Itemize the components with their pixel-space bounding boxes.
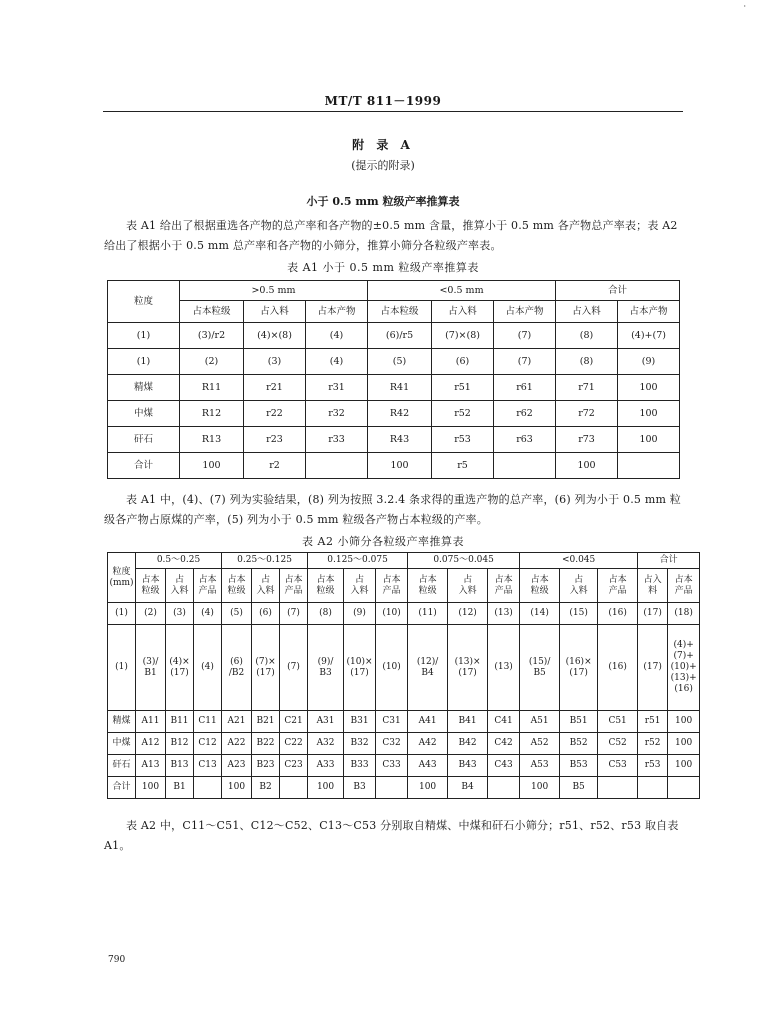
table-row <box>108 401 680 427</box>
table-cell: (3)/ B1 <box>136 625 166 711</box>
table-cell: (5) <box>222 603 252 625</box>
table-cell: r31 <box>306 375 368 401</box>
table-cell: (7)× (17) <box>252 625 280 711</box>
table2-subheader: 占 入料 <box>166 569 194 603</box>
table-cell: (7) <box>280 603 308 625</box>
row-label: (1) <box>108 349 180 375</box>
table-cell: (4) <box>306 323 368 349</box>
table-cell: (17) <box>638 625 668 711</box>
table-cell: (8) <box>308 603 344 625</box>
table-cell: B5 <box>560 777 598 799</box>
row-label: (1) <box>108 603 136 625</box>
table-cell: 100 <box>618 375 680 401</box>
table-row <box>108 755 700 777</box>
table-cell: (12)/ B4 <box>408 625 448 711</box>
table-row-numbers <box>108 603 700 625</box>
explanation-paragraph: 表 A1 中，(4)、(7) 列为实验结果，(8) 列为按照 3.2.4 条求得的重选产物的总产率，(6) 列为小于 0.5 mm 粒级各产物占原煤的产率，(5) 列为小于 0.5 mm 粒级各产物占本粒级的产率。 <box>104 493 681 526</box>
table-cell: 100 <box>668 733 700 755</box>
table-cell: r23 <box>244 427 306 453</box>
table-cell: (16) <box>598 603 638 625</box>
table-cell: 100 <box>136 777 166 799</box>
table-cell: A41 <box>408 711 448 733</box>
table2-subheader: 占本 产品 <box>488 569 520 603</box>
table-cell: (13) <box>488 625 520 711</box>
page-number: 790 <box>108 955 126 965</box>
table-cell <box>280 777 308 799</box>
table2-subheader: 占 入料 <box>344 569 376 603</box>
table-cell: (10) <box>376 625 408 711</box>
table2-corner: 粒度 (mm) <box>108 553 136 603</box>
table-cell: R13 <box>180 427 244 453</box>
row-label: 矸石 <box>108 755 136 777</box>
table-cell: B52 <box>560 733 598 755</box>
table2-group-header: 0.5～0.25 <box>136 553 222 569</box>
table-cell <box>638 777 668 799</box>
table2-group-header: <0.045 <box>520 553 638 569</box>
table2-subheader: 占本 粒级 <box>520 569 560 603</box>
table-cell: (7)×(8) <box>432 323 494 349</box>
table-cell: C11 <box>194 711 222 733</box>
table-cell: (9) <box>344 603 376 625</box>
table-cell: C21 <box>280 711 308 733</box>
appendix-subtitle: (提示的附录) <box>351 159 415 172</box>
table-cell: C51 <box>598 711 638 733</box>
table2-subheader: 占 入料 <box>448 569 488 603</box>
intro-paragraph: 表 A1 给出了根据重选各产物的总产率和各产物的±0.5 mm 含量，推算小于 0.5 mm 各产物总产率表；表 A2 给出了根据小于 0.5 mm 总产率和各产物的小筛分，推算小筛分各粒级产率表。 <box>104 219 678 252</box>
table-cell: (17) <box>638 603 668 625</box>
table-cell <box>488 777 520 799</box>
table-cell <box>668 777 700 799</box>
table-cell: (6) /B2 <box>222 625 252 711</box>
table-cell: B41 <box>448 711 488 733</box>
table-cell: (6)/r5 <box>368 323 432 349</box>
table-cell: B4 <box>448 777 488 799</box>
table-cell: r62 <box>494 401 556 427</box>
table-cell: C42 <box>488 733 520 755</box>
table-cell: r53 <box>432 427 494 453</box>
table-cell: (4)×(8) <box>244 323 306 349</box>
table-cell: r51 <box>432 375 494 401</box>
table-cell: 100 <box>520 777 560 799</box>
table-cell: r71 <box>556 375 618 401</box>
table-cell: r53 <box>638 755 668 777</box>
row-label: 中煤 <box>108 733 136 755</box>
table2-subheader: 占本 粒级 <box>136 569 166 603</box>
table-cell: B3 <box>344 777 376 799</box>
closing-paragraph: 表 A2 中，C11～C51、C12～C52、C13～C53 分别取自精煤、中煤和矸石小筛分；r51、r52、r53 取自表 A1。 <box>104 819 679 852</box>
table-cell: r63 <box>494 427 556 453</box>
table-cell: (3)/r2 <box>180 323 244 349</box>
table-cell: r61 <box>494 375 556 401</box>
table-cell: (4)+(7) <box>618 323 680 349</box>
table2-group-header: 合计 <box>638 553 700 569</box>
corner-mark: · <box>743 2 746 11</box>
table-cell: r5 <box>432 453 494 479</box>
table-cell: B12 <box>166 733 194 755</box>
table2-group-header: 0.075～0.045 <box>408 553 520 569</box>
table-cell: A51 <box>520 711 560 733</box>
table-cell: R43 <box>368 427 432 453</box>
table-cell: r22 <box>244 401 306 427</box>
table-cell: (2) <box>136 603 166 625</box>
table-cell: (13) <box>488 603 520 625</box>
table-cell: r21 <box>244 375 306 401</box>
table-cell: B31 <box>344 711 376 733</box>
table-cell: A53 <box>520 755 560 777</box>
table-row <box>108 733 700 755</box>
table-cell <box>194 777 222 799</box>
table1-group-header: >0.5 mm <box>180 281 368 301</box>
table-cell: 100 <box>668 711 700 733</box>
table-a2 <box>107 552 700 799</box>
table-cell: 100 <box>618 401 680 427</box>
table-cell: B21 <box>252 711 280 733</box>
table-cell: B33 <box>344 755 376 777</box>
table-cell: R41 <box>368 375 432 401</box>
table1-corner: 粒度 <box>108 281 180 323</box>
table2-subheader: 占入 料 <box>638 569 668 603</box>
table-cell: C53 <box>598 755 638 777</box>
table-cell: C22 <box>280 733 308 755</box>
table-cell: C23 <box>280 755 308 777</box>
table-cell: r32 <box>306 401 368 427</box>
table-cell: (6) <box>252 603 280 625</box>
table2-subheader: 占本 粒级 <box>308 569 344 603</box>
table-cell: (9) <box>618 349 680 375</box>
table-cell: (10) <box>376 603 408 625</box>
table-cell: C52 <box>598 733 638 755</box>
table-cell: 100 <box>408 777 448 799</box>
table-cell: A23 <box>222 755 252 777</box>
table-cell: r72 <box>556 401 618 427</box>
table-cell: (15)/ B5 <box>520 625 560 711</box>
standard-header: MT/T 811－1999 <box>324 94 442 108</box>
table-cell: (8) <box>556 323 618 349</box>
table1-subheader: 占本粒级 <box>368 301 432 323</box>
table-cell: B42 <box>448 733 488 755</box>
table-cell: (18) <box>668 603 700 625</box>
table1-subheader: 占本产物 <box>306 301 368 323</box>
header-rule <box>103 111 683 112</box>
table-cell: R11 <box>180 375 244 401</box>
table-cell: C33 <box>376 755 408 777</box>
table-cell: C32 <box>376 733 408 755</box>
table2-subheader: 占本 产品 <box>280 569 308 603</box>
table-cell: A33 <box>308 755 344 777</box>
table2-subheader: 占本 产品 <box>668 569 700 603</box>
table-cell: B51 <box>560 711 598 733</box>
table-cell: B2 <box>252 777 280 799</box>
table2-subheader: 占本 产品 <box>598 569 638 603</box>
table-cell: A12 <box>136 733 166 755</box>
table-cell: A11 <box>136 711 166 733</box>
table-cell: A21 <box>222 711 252 733</box>
table-cell: B43 <box>448 755 488 777</box>
table1-subheader: 占本产物 <box>494 301 556 323</box>
table2-subheader: 占本 粒级 <box>408 569 448 603</box>
table-cell <box>598 777 638 799</box>
table-cell: r73 <box>556 427 618 453</box>
table-cell: (16)× (17) <box>560 625 598 711</box>
table-row <box>108 323 680 349</box>
row-label: 精煤 <box>108 711 136 733</box>
table-cell: r51 <box>638 711 668 733</box>
table-cell: r33 <box>306 427 368 453</box>
table-cell: R12 <box>180 401 244 427</box>
row-label: 矸石 <box>108 427 180 453</box>
table-cell: C31 <box>376 711 408 733</box>
table-cell: 100 <box>618 427 680 453</box>
table2-subheader: 占本 产品 <box>194 569 222 603</box>
table-cell: (16) <box>598 625 638 711</box>
table-cell: (12) <box>448 603 488 625</box>
table-cell: B23 <box>252 755 280 777</box>
table-cell: (4) <box>306 349 368 375</box>
table2-subheader: 占 入料 <box>560 569 598 603</box>
row-label: 中煤 <box>108 401 180 427</box>
table-cell: (7) <box>494 323 556 349</box>
table-cell: (10)× (17) <box>344 625 376 711</box>
table-cell: C43 <box>488 755 520 777</box>
table-cell: (8) <box>556 349 618 375</box>
table-cell: 100 <box>308 777 344 799</box>
table1-subheader: 占本产物 <box>618 301 680 323</box>
table-cell: A42 <box>408 733 448 755</box>
table-cell: (7) <box>494 349 556 375</box>
table-cell: (2) <box>180 349 244 375</box>
table-cell: A22 <box>222 733 252 755</box>
table-cell: 100 <box>668 755 700 777</box>
table-cell: 100 <box>368 453 432 479</box>
table-cell: B11 <box>166 711 194 733</box>
table-cell: r52 <box>638 733 668 755</box>
table-cell: B53 <box>560 755 598 777</box>
table-cell: (9)/ B3 <box>308 625 344 711</box>
table2-subheader: 占本 产品 <box>376 569 408 603</box>
table-cell: (6) <box>432 349 494 375</box>
table-cell: (4) <box>194 625 222 711</box>
table2-group-header: 0.125～0.075 <box>308 553 408 569</box>
table-cell: C13 <box>194 755 222 777</box>
table-cell: B1 <box>166 777 194 799</box>
table-row <box>108 777 700 799</box>
section-title: 小于 0.5 mm 粒级产率推算表 <box>306 195 460 208</box>
table-cell: C41 <box>488 711 520 733</box>
table1-subheader: 占本粒级 <box>180 301 244 323</box>
table-row-formulas <box>108 625 700 711</box>
table2-group-header: 0.25～0.125 <box>222 553 308 569</box>
table-cell: (5) <box>368 349 432 375</box>
table-cell: (4)× (17) <box>166 625 194 711</box>
table-row <box>108 453 680 479</box>
table-cell: B13 <box>166 755 194 777</box>
table-cell <box>494 453 556 479</box>
table-cell: A32 <box>308 733 344 755</box>
table-cell <box>376 777 408 799</box>
row-label: (1) <box>108 323 180 349</box>
row-label: (1) <box>108 625 136 711</box>
table-a1 <box>107 280 680 479</box>
table-cell: B22 <box>252 733 280 755</box>
table-cell: A52 <box>520 733 560 755</box>
row-label: 精煤 <box>108 375 180 401</box>
table-row <box>108 427 680 453</box>
table1-subheader: 占入料 <box>244 301 306 323</box>
table-cell: (4) <box>194 603 222 625</box>
table-cell: A13 <box>136 755 166 777</box>
row-label: 合计 <box>108 777 136 799</box>
table-cell: C12 <box>194 733 222 755</box>
table-cell: (11) <box>408 603 448 625</box>
table-row <box>108 711 700 733</box>
table1-group-header: <0.5 mm <box>368 281 556 301</box>
appendix-title: 附 录 A <box>352 138 414 152</box>
row-label: 合计 <box>108 453 180 479</box>
table-cell: A31 <box>308 711 344 733</box>
table1-caption: 表 A1 小于 0.5 mm 粒级产率推算表 <box>287 261 479 274</box>
table-cell: 100 <box>222 777 252 799</box>
table-cell: 100 <box>556 453 618 479</box>
table-cell: 100 <box>180 453 244 479</box>
table2-subheader: 占 入料 <box>252 569 280 603</box>
table-cell: (3) <box>166 603 194 625</box>
table-cell: R42 <box>368 401 432 427</box>
table-cell: (15) <box>560 603 598 625</box>
table-row <box>108 375 680 401</box>
table-cell: (4)+ (7)+ (10)+ (13)+ (16) <box>668 625 700 711</box>
table-cell: r2 <box>244 453 306 479</box>
table-cell: A43 <box>408 755 448 777</box>
table-cell <box>618 453 680 479</box>
table-cell: B32 <box>344 733 376 755</box>
table2-caption: 表 A2 小筛分各粒级产率推算表 <box>302 535 464 548</box>
table-cell <box>306 453 368 479</box>
table-cell: (13)× (17) <box>448 625 488 711</box>
table1-subheader: 占入料 <box>432 301 494 323</box>
table-row <box>108 349 680 375</box>
table-cell: (7) <box>280 625 308 711</box>
table2-subheader: 占本 粒级 <box>222 569 252 603</box>
table-cell: (14) <box>520 603 560 625</box>
table1-subheader: 占入料 <box>556 301 618 323</box>
table-cell: r52 <box>432 401 494 427</box>
table-cell: (3) <box>244 349 306 375</box>
table1-group-header: 合计 <box>556 281 680 301</box>
